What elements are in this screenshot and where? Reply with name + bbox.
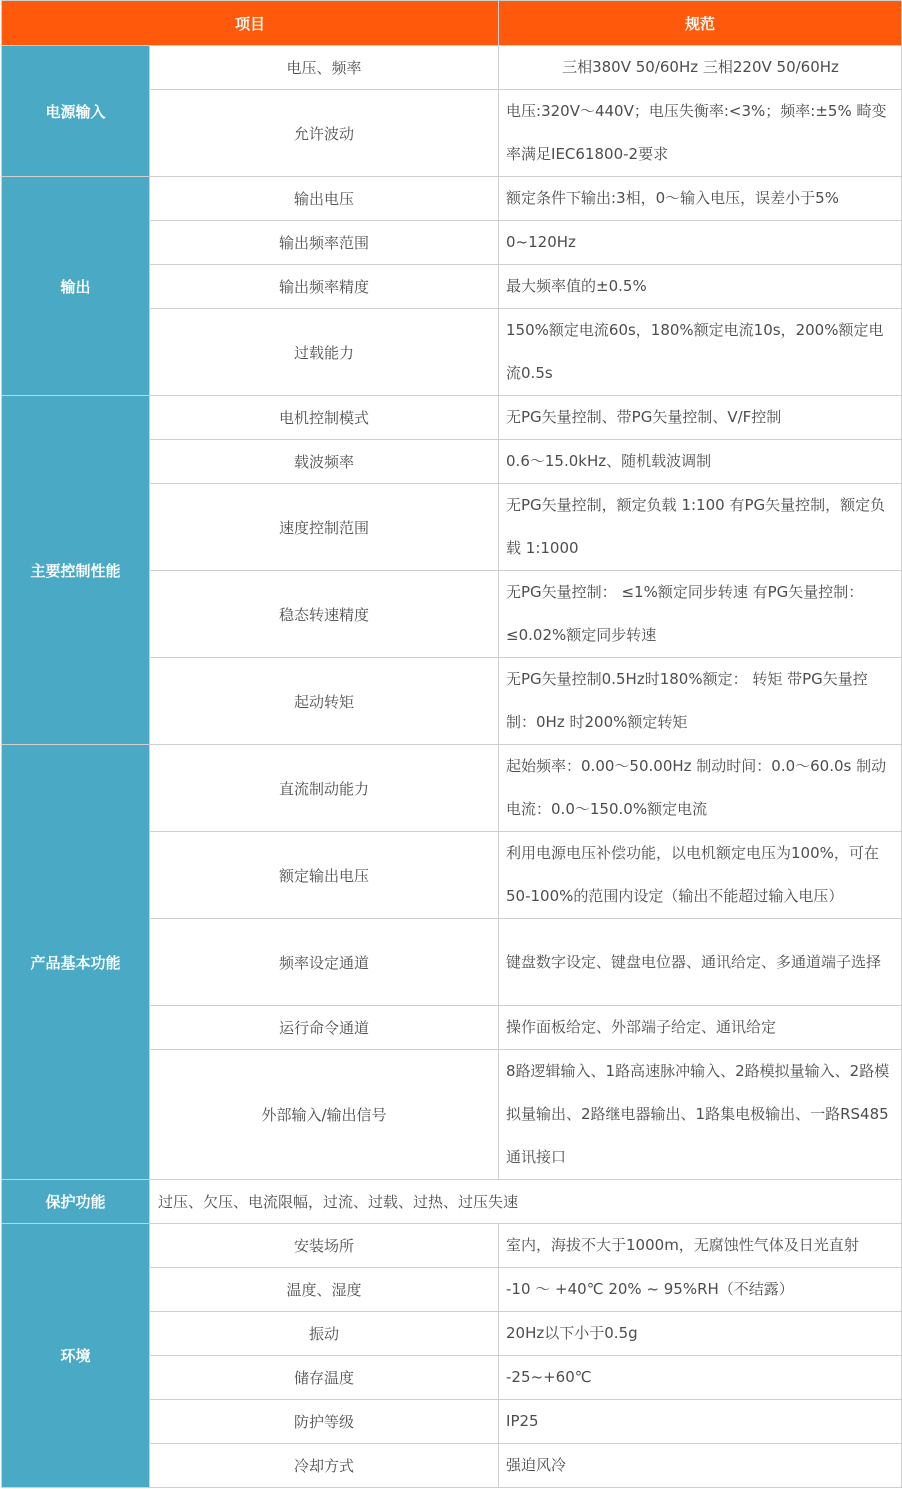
item-label: 输出电压 <box>150 177 499 221</box>
table-row <box>2 396 902 440</box>
category-power-input: 电源输入 <box>2 46 150 177</box>
item-label: 允许波动 <box>150 90 499 177</box>
item-value: 强迫风冷 <box>499 1444 902 1488</box>
item-value: 150%额定电流60s，180%额定电流10s，200%额定电流0.5s <box>499 309 902 396</box>
item-value: 操作面板给定、外部端子给定、通讯给定 <box>499 1006 902 1050</box>
item-label: 过载能力 <box>150 309 499 396</box>
header-row <box>2 1 902 46</box>
item-label: 稳态转速精度 <box>150 571 499 658</box>
item-label: 速度控制范围 <box>150 484 499 571</box>
spec-table <box>1 0 902 1488</box>
category-output: 输出 <box>2 177 150 396</box>
item-value: IP25 <box>499 1400 902 1444</box>
item-label: 起动转矩 <box>150 658 499 745</box>
category-control: 主要控制性能 <box>2 396 150 745</box>
item-label: 运行命令通道 <box>150 1006 499 1050</box>
item-label: 输出频率范围 <box>150 221 499 265</box>
item-value: -10 ～ +40℃ 20% ~ 95%RH（不结露） <box>499 1268 902 1312</box>
item-value: 0.6～15.0kHz、随机载波调制 <box>499 440 902 484</box>
item-value: 20Hz以下小于0.5g <box>499 1312 902 1356</box>
item-value: 无PG矢量控制、带PG矢量控制、V/F控制 <box>499 396 902 440</box>
item-label: 电压、频率 <box>150 46 499 90</box>
item-label: 频率设定通道 <box>150 919 499 1006</box>
item-label: 防护等级 <box>150 1400 499 1444</box>
table-row <box>2 1180 902 1224</box>
item-value: 最大频率值的±0.5% <box>499 265 902 309</box>
table-row <box>2 1224 902 1268</box>
item-label: 电机控制模式 <box>150 396 499 440</box>
item-value: 无PG矢量控制： ≤1%额定同步转速 有PG矢量控制： ≤0.02%额定同步转速 <box>499 571 902 658</box>
item-value: 电压:320V～440V；电压失衡率:<3%；频率:±5% 畸变率满足IEC61800-2要求 <box>499 90 902 177</box>
item-value: 过压、欠压、电流限幅，过流、过载、过热、过压失速 <box>150 1180 902 1224</box>
item-value: 室内，海拔不大于1000m，无腐蚀性气体及日光直射 <box>499 1224 902 1268</box>
item-value: -25~+60℃ <box>499 1356 902 1400</box>
table-row <box>2 177 902 221</box>
category-environment: 环境 <box>2 1224 150 1488</box>
header-spec: 规范 <box>499 1 902 46</box>
item-label: 外部输入/输出信号 <box>150 1050 499 1180</box>
item-value: 0~120Hz <box>499 221 902 265</box>
category-protection: 保护功能 <box>2 1180 150 1224</box>
item-value: 无PG矢量控制，额定负载 1:100 有PG矢量控制，额定负载 1:1000 <box>499 484 902 571</box>
item-value: 利用电源电压补偿功能，以电机额定电压为100%，可在50-100%的范围内设定（输出不能超过输入电压） <box>499 832 902 919</box>
item-label: 储存温度 <box>150 1356 499 1400</box>
header-item: 项目 <box>2 1 499 46</box>
item-value: 起始频率：0.00～50.00Hz 制动时间：0.0～60.0s 制动电流：0.0～150.0%额定电流 <box>499 745 902 832</box>
item-label: 冷却方式 <box>150 1444 499 1488</box>
item-value: 键盘数字设定、键盘电位器、通讯给定、多通道端子选择 <box>499 919 902 1006</box>
item-label: 安装场所 <box>150 1224 499 1268</box>
item-label: 振动 <box>150 1312 499 1356</box>
table-row <box>2 46 902 90</box>
item-value: 8路逻辑输入、1路高速脉冲输入、2路模拟量输入、2路模拟量输出、2路继电器输出、1路集电极输出、一路RS485通讯接口 <box>499 1050 902 1180</box>
item-label: 温度、湿度 <box>150 1268 499 1312</box>
item-value: 三相380V 50/60Hz 三相220V 50/60Hz <box>499 46 902 90</box>
item-label: 直流制动能力 <box>150 745 499 832</box>
item-value: 额定条件下输出:3相，0～输入电压，误差小于5% <box>499 177 902 221</box>
item-value: 无PG矢量控制0.5Hz时180%额定： 转矩 带PG矢量控制：0Hz 时200%额定转矩 <box>499 658 902 745</box>
table-row <box>2 745 902 832</box>
item-label: 输出频率精度 <box>150 265 499 309</box>
item-label: 载波频率 <box>150 440 499 484</box>
item-label: 额定输出电压 <box>150 832 499 919</box>
category-basic: 产品基本功能 <box>2 745 150 1180</box>
